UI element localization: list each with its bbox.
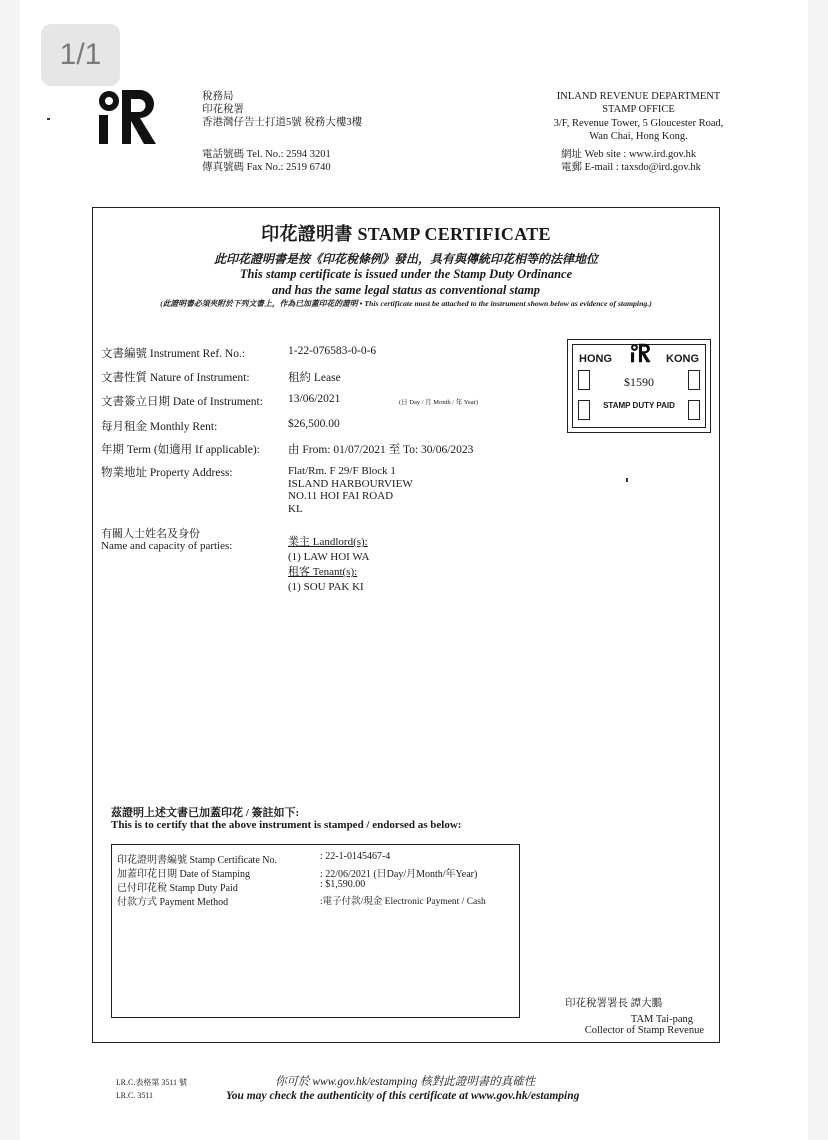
- stamp-paid-label: STAMP DUTY PAID: [603, 401, 675, 410]
- endorse-statement-en: This is to certify that the above instrument is stamped / endorsed as below:: [111, 819, 462, 831]
- ref-value: 1-22-076583-0-0-6: [288, 345, 377, 357]
- date-value: 13/06/2021: [288, 393, 341, 405]
- landlord-name: (1) LAW HOI WA: [288, 551, 370, 563]
- scan-speck: [47, 118, 50, 120]
- stamp-cert-no-label: 印花證明書編號 Stamp Certificate No.: [117, 855, 277, 866]
- tenant-heading: 租客 Tenant(s):: [288, 566, 358, 578]
- form-number-en: I.R.C. 3511: [116, 1091, 154, 1100]
- collector-name: TAM Tai-pang: [630, 1014, 693, 1025]
- stamp-certificate: [92, 207, 720, 1043]
- date-label: 文書簽立日期 Date of Instrument:: [101, 396, 263, 408]
- landlord-heading: 業主 Landlord(s):: [288, 536, 368, 548]
- ird-logo-icon: [96, 88, 160, 146]
- certificate-subtitle-en-2: and has the same legal status as conventional stamp: [271, 283, 541, 297]
- certificate-subtitle-en-1: This stamp certificate is issued under the Stamp Duty Ordinance: [239, 267, 573, 281]
- stamp-amount: $1590: [624, 375, 654, 389]
- page-counter: 1/1: [41, 24, 120, 86]
- header-dept-zh: 稅務局: [202, 91, 234, 102]
- payment-method-value: :電子付款/現金 Electronic Payment / Cash: [320, 897, 486, 907]
- collector-title-en: Collector of Stamp Revenue: [584, 1025, 704, 1036]
- stamp-kong: KONG: [666, 353, 699, 365]
- nature-value: 租約 Lease: [288, 372, 341, 384]
- address-line: ISLAND HARBOURVIEW: [288, 477, 413, 490]
- parties-label: [101, 528, 232, 552]
- header-address-line2: Wan Chai, Hong Kong.: [589, 131, 688, 142]
- rent-value: $26,500.00: [288, 418, 340, 430]
- stamp-ird-logo-icon: [629, 343, 653, 363]
- certificate-title: 印花證明書 STAMP CERTIFICATE: [261, 224, 551, 244]
- parties-label-zh: 有關人士姓名及身份: [101, 528, 200, 540]
- stamp-cert-no-value: : 22-1-0145467-4: [320, 851, 391, 862]
- term-value: 由 From: 01/07/2021 至 To: 30/06/2023: [288, 444, 474, 456]
- header-fax: 傳真號碼 Fax No.: 2519 6740: [202, 162, 331, 173]
- header-address-line1: 3/F, Revenue Tower, 5 Gloucester Road,: [553, 118, 724, 129]
- parties-label-en: Name and capacity of parties:: [101, 540, 233, 552]
- stamp-date-label: 加蓋印花日期 Date of Stamping: [117, 869, 251, 880]
- date-format: (日 Day / 月 Month / 年 Year): [399, 399, 478, 406]
- payment-method-label: 付款方式 Payment Method: [117, 897, 229, 908]
- address-line: KL: [288, 502, 303, 515]
- header-dept-en: INLAND REVENUE DEPARTMENT: [556, 91, 721, 102]
- stamp-duty-stamp: [567, 339, 711, 433]
- rent-label: 每月租金 Monthly Rent:: [101, 421, 218, 433]
- certificate-attach-note: (此證明書必須夾附於下列文書上，作為已加蓋印花的證明 • This certificate must be attached to the instrument shown below as evidence of stamping.): [160, 299, 652, 308]
- tenant-name: (1) SOU PAK KI: [288, 581, 364, 593]
- authenticity-note-en: You may check the authenticity of this certificate at www.gov.hk/estamping: [226, 1090, 580, 1102]
- ref-label: 文書編號 Instrument Ref. No.:: [101, 348, 246, 360]
- header-office-en: STAMP OFFICE: [602, 104, 675, 115]
- header-tel: 電話號碼 Tel. No.: 2594 3201: [202, 149, 331, 160]
- header-address-zh: 香港灣仔告士打道5號 稅務大樓3樓: [202, 117, 363, 128]
- address-line: Flat/Rm. F 29/F Block 1: [288, 465, 396, 477]
- duty-paid-value: : $1,590.00: [320, 879, 366, 890]
- stamp-date-value: : 22/06/2021 (日Day/月Month/年Year): [320, 869, 478, 880]
- endorse-statement-zh: 茲證明上述文書已加蓋印花 / 簽註如下:: [111, 807, 300, 819]
- duty-paid-label: 已付印花稅 Stamp Duty Paid: [117, 883, 238, 894]
- form-number-zh: I.R.C.表格第 3511 號: [116, 1078, 188, 1087]
- stamp-hong: HONG: [579, 353, 612, 365]
- authenticity-note-zh: 你可於 www.gov.hk/estamping 核對此證明書的真確性: [275, 1076, 536, 1088]
- collector-title-zh: 印花稅署署長 譚大鵬: [565, 998, 663, 1009]
- header-email: 電郵 E-mail : taxsdo@ird.gov.hk: [561, 162, 701, 173]
- address-label: 物業地址 Property Address:: [101, 467, 233, 479]
- header-website: 網址 Web site : www.ird.gov.hk: [561, 149, 697, 160]
- term-label: 年期 Term (如適用 If applicable):: [101, 444, 260, 456]
- header-office-zh: 印花稅署: [202, 104, 244, 115]
- address-line: NO.11 HOI FAI ROAD: [288, 490, 394, 502]
- endorsement-box: [111, 844, 520, 1018]
- nature-label: 文書性質 Nature of Instrument:: [101, 372, 250, 384]
- certificate-subtitle-zh: 此印花證明書是按《印花稅條例》發出，具有與傳統印花相等的法律地位: [213, 252, 598, 266]
- parties-value: [288, 535, 370, 595]
- scan-speck: [626, 478, 628, 482]
- stamp-inner-frame: [572, 344, 706, 428]
- address-value: [288, 465, 413, 515]
